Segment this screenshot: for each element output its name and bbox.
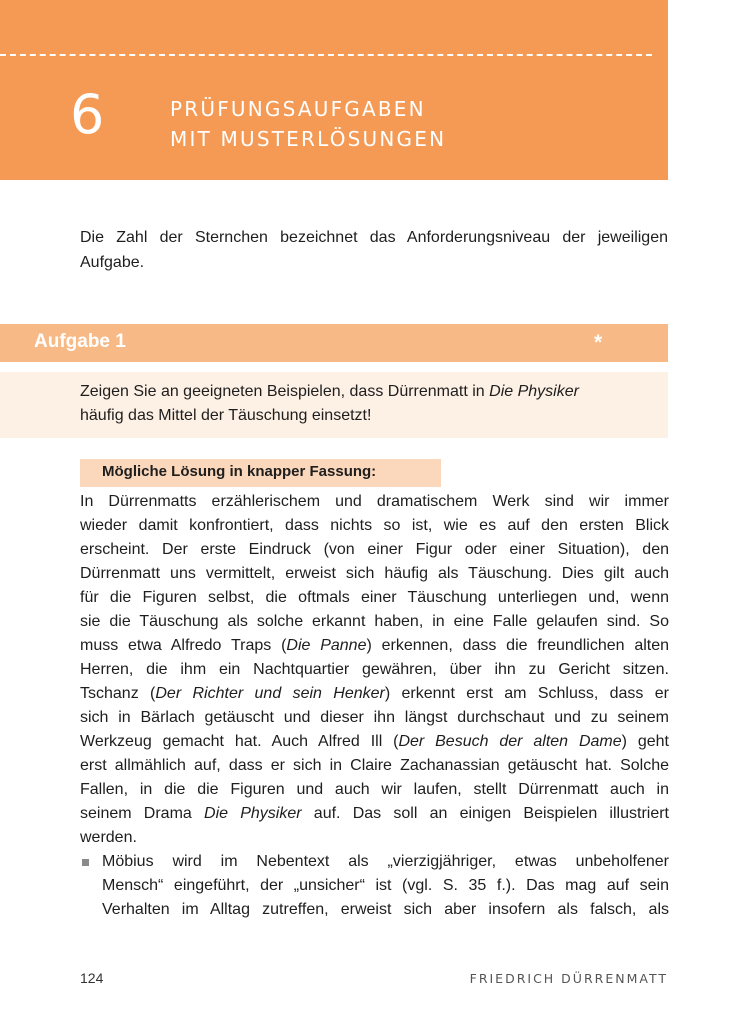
running-footer-author: FRIEDRICH DÜRRENMATT: [469, 971, 668, 986]
body-line: [80, 730, 669, 754]
task-title: Aufgabe 1: [34, 331, 126, 352]
body-line: Dürrenmatt uns vermittelt, erweist sich häufig als Täuschung. Dies gilt auch: [80, 565, 669, 582]
work-title: Die Panne: [286, 637, 367, 654]
list-item-text: [102, 850, 669, 922]
body-line: erst allmählich auf, dass er sich in Claire Zachanassian getäuscht hat. Solche: [80, 757, 669, 774]
body-line: Herren, die ihm ein Nachtquartier gewähren, über ihn zu Gericht sitzen.: [80, 661, 669, 678]
list-item-line: Mensch“ eingeführt, der „unsicher“ ist (vgl. S. 35 f.). Das mag auf sein: [102, 877, 669, 894]
chapter-title: [170, 94, 446, 154]
body-text-segment: Tschanz (: [80, 685, 156, 702]
work-title: Die Physiker: [204, 805, 302, 822]
body-line: [80, 634, 669, 658]
body-line: In Dürrenmatts erzählerischem und dramatischem Werk sind wir immer: [80, 493, 669, 510]
body-line: [80, 802, 669, 826]
chapter-title-line-2: MIT MUSTERLÖSUNGEN: [170, 127, 447, 151]
body-line: [80, 682, 669, 706]
body-text-segment: auf. Das soll an einigen Beispielen illustriert: [301, 805, 669, 822]
task-text-italic-title: Die Physiker: [489, 383, 579, 400]
page-number: 124: [80, 970, 104, 986]
list-item-line: Verhalten im Alltag zutreffen, erweist sich aber insofern als falsch, als: [102, 901, 669, 918]
work-title: Der Besuch der alten Dame: [398, 733, 622, 750]
body-line: sich in Bärlach getäuscht und dieser ihn längst durchschaut und zu seinem: [80, 709, 669, 726]
chapter-number: 6: [70, 83, 105, 146]
chapter-title-line-1: PRÜFUNGSAUFGABEN: [170, 97, 426, 121]
intro-paragraph: Die Zahl der Sternchen bezeichnet das Anforderungsniveau der jeweiligen Aufgabe.: [80, 229, 668, 271]
list-item-line: Möbius wird im Nebentext als „vierzigjähriger, etwas unbeholfener: [102, 853, 669, 870]
chapter-header: [0, 0, 668, 180]
body-text-segment: seinem Drama: [80, 805, 205, 822]
body-line: wieder damit konfrontiert, dass nichts so ist, wie es auf den ersten Blick: [80, 517, 669, 534]
solution-body: [80, 490, 669, 850]
task-text-part-1: Zeigen Sie an geeigneten Beispielen, dass Dürrenmatt in: [80, 383, 490, 400]
body-line: erscheint. Der erste Eindruck (von einer Figur oder einer Situation), den: [80, 541, 669, 558]
task-header: [0, 324, 668, 362]
solution-label-text: Mögliche Lösung in knapper Fassung:: [102, 463, 377, 480]
body-line: werden.: [80, 829, 137, 846]
body-line: Fallen, in die die Figuren und auch wir laufen, stellt Dürrenmatt auch in: [80, 781, 669, 798]
body-text-segment: Werkzeug gemacht hat. Auch Alfred Ill (: [80, 733, 399, 750]
solution-label: [80, 459, 441, 487]
square-bullet-icon: [82, 859, 89, 866]
task-text: [80, 380, 650, 428]
work-title: Der Richter und sein Henker: [155, 685, 385, 702]
body-text-segment: ) erkennt erst am Schluss, dass er: [384, 685, 669, 702]
difficulty-stars: *: [594, 331, 603, 354]
task-box: [0, 372, 668, 438]
body-text-segment: ) erkennen, dass die freundlichen alten: [366, 637, 670, 654]
body-text-segment: muss etwa Alfredo Traps (: [80, 637, 287, 654]
dashed-divider: [0, 54, 652, 56]
body-line: für die Figuren selbst, die oftmals einer Täuschung unterliegen und, wenn: [80, 589, 669, 606]
body-line: sie die Täuschung als solche erkannt haben, in eine Falle gelaufen sind. So: [80, 613, 669, 630]
task-text-part-2: häufig das Mittel der Täuschung einsetzt!: [80, 407, 372, 424]
body-text-segment: ) geht: [621, 733, 670, 750]
